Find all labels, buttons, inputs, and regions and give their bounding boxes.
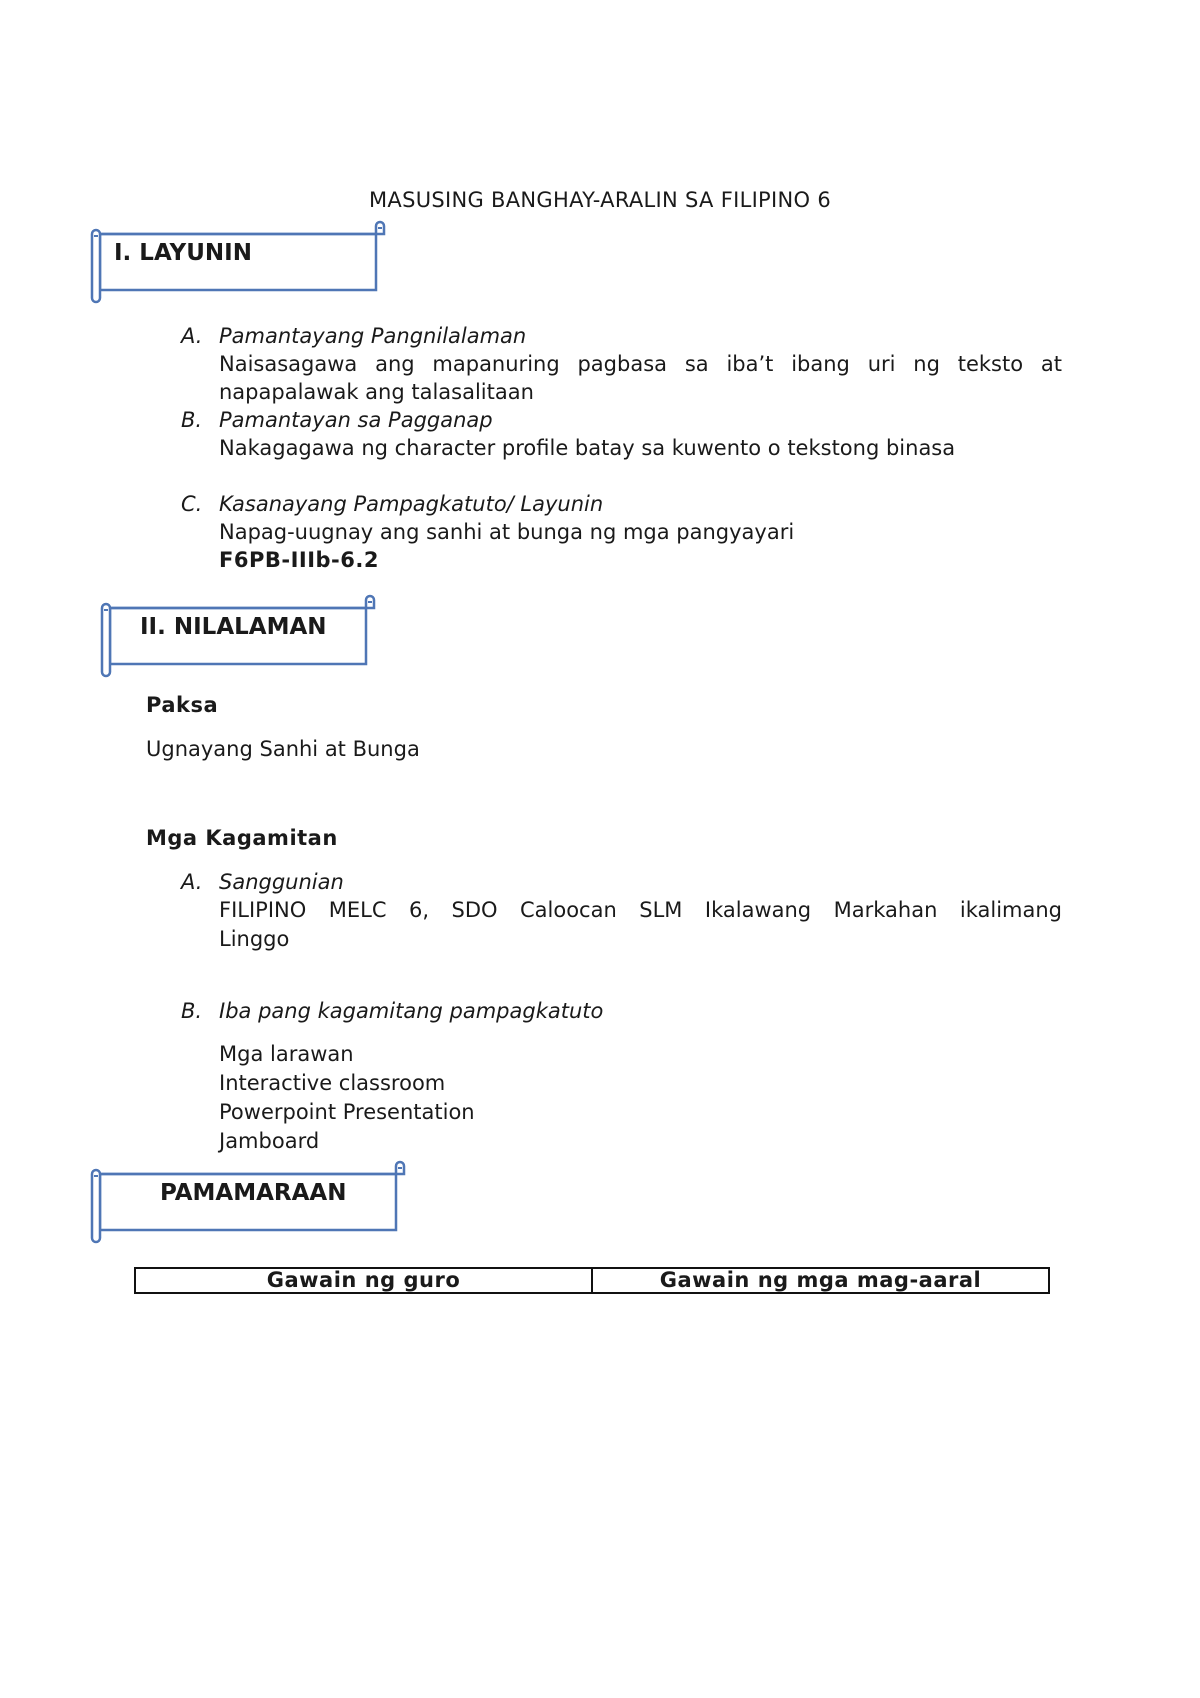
sanggunian-text: FILIPINO MELC 6, SDO Caloocan SLM Ikalawang Markahan ikalimang — [219, 898, 1062, 922]
section-heading: PAMAMARAAN — [160, 1180, 347, 1206]
pamantayan-sa-pagganap-text: Nakagagawa ng character profile batay sa kuwento o tekstong binasa — [219, 436, 956, 460]
sanggunian-heading: Sanggunian — [219, 870, 344, 894]
section-nilalaman-banner — [98, 596, 378, 676]
list-marker: C. — [181, 492, 203, 516]
list-marker: A. — [181, 324, 203, 348]
kasanayang-pampagkatuto-text: Napag-uugnay ang sanhi at bunga ng mga pangyayari — [219, 520, 795, 544]
pamantayang-pangnilalaman-text-cont: napapalawak ang talasalitaan — [219, 380, 534, 404]
section-layunin-banner — [88, 222, 388, 302]
iba-pang-kagamitan-heading: Iba pang kagamitang pampagkatuto — [219, 999, 604, 1023]
list-item: Jamboard — [219, 1129, 320, 1153]
column-header-mag-aaral: Gawain ng mga mag-aaral — [592, 1268, 1049, 1293]
list-marker: B. — [181, 999, 203, 1023]
list-item: Interactive classroom — [219, 1071, 446, 1095]
column-header-guro: Gawain ng guro — [135, 1268, 592, 1293]
table-header-row — [135, 1268, 1049, 1293]
section-pamamaraan-banner — [88, 1162, 408, 1242]
list-item: Powerpoint Presentation — [219, 1100, 475, 1124]
sanggunian-text-cont: Linggo — [219, 927, 290, 951]
pamantayang-pangnilalaman-heading: Pamantayang Pangnilalaman — [219, 324, 527, 348]
section-heading: I. LAYUNIN — [114, 240, 252, 266]
list-item: Mga larawan — [219, 1042, 354, 1066]
list-marker: A. — [181, 870, 203, 894]
paksa-value: Ugnayang Sanhi at Bunga — [146, 737, 420, 761]
section-heading: II. NILALAMAN — [140, 614, 327, 640]
pamantayang-pangnilalaman-text: Naisasagawa ang mapanuring pagbasa sa iba’t ibang uri ng teksto at — [219, 352, 1062, 376]
pamantayan-sa-pagganap-heading: Pamantayan sa Pagganap — [219, 408, 493, 432]
procedure-table — [134, 1267, 1050, 1294]
kasanayang-pampagkatuto-heading: Kasanayang Pampagkatuto/ Layunin — [219, 492, 604, 516]
page-title: MASUSING BANGHAY-ARALIN SA FILIPINO 6 — [368, 188, 831, 212]
list-marker: B. — [181, 408, 203, 432]
competency-code: F6PB-IIIb-6.2 — [219, 548, 379, 572]
kagamitan-label: Mga Kagamitan — [146, 826, 338, 850]
paksa-label: Paksa — [146, 693, 219, 717]
